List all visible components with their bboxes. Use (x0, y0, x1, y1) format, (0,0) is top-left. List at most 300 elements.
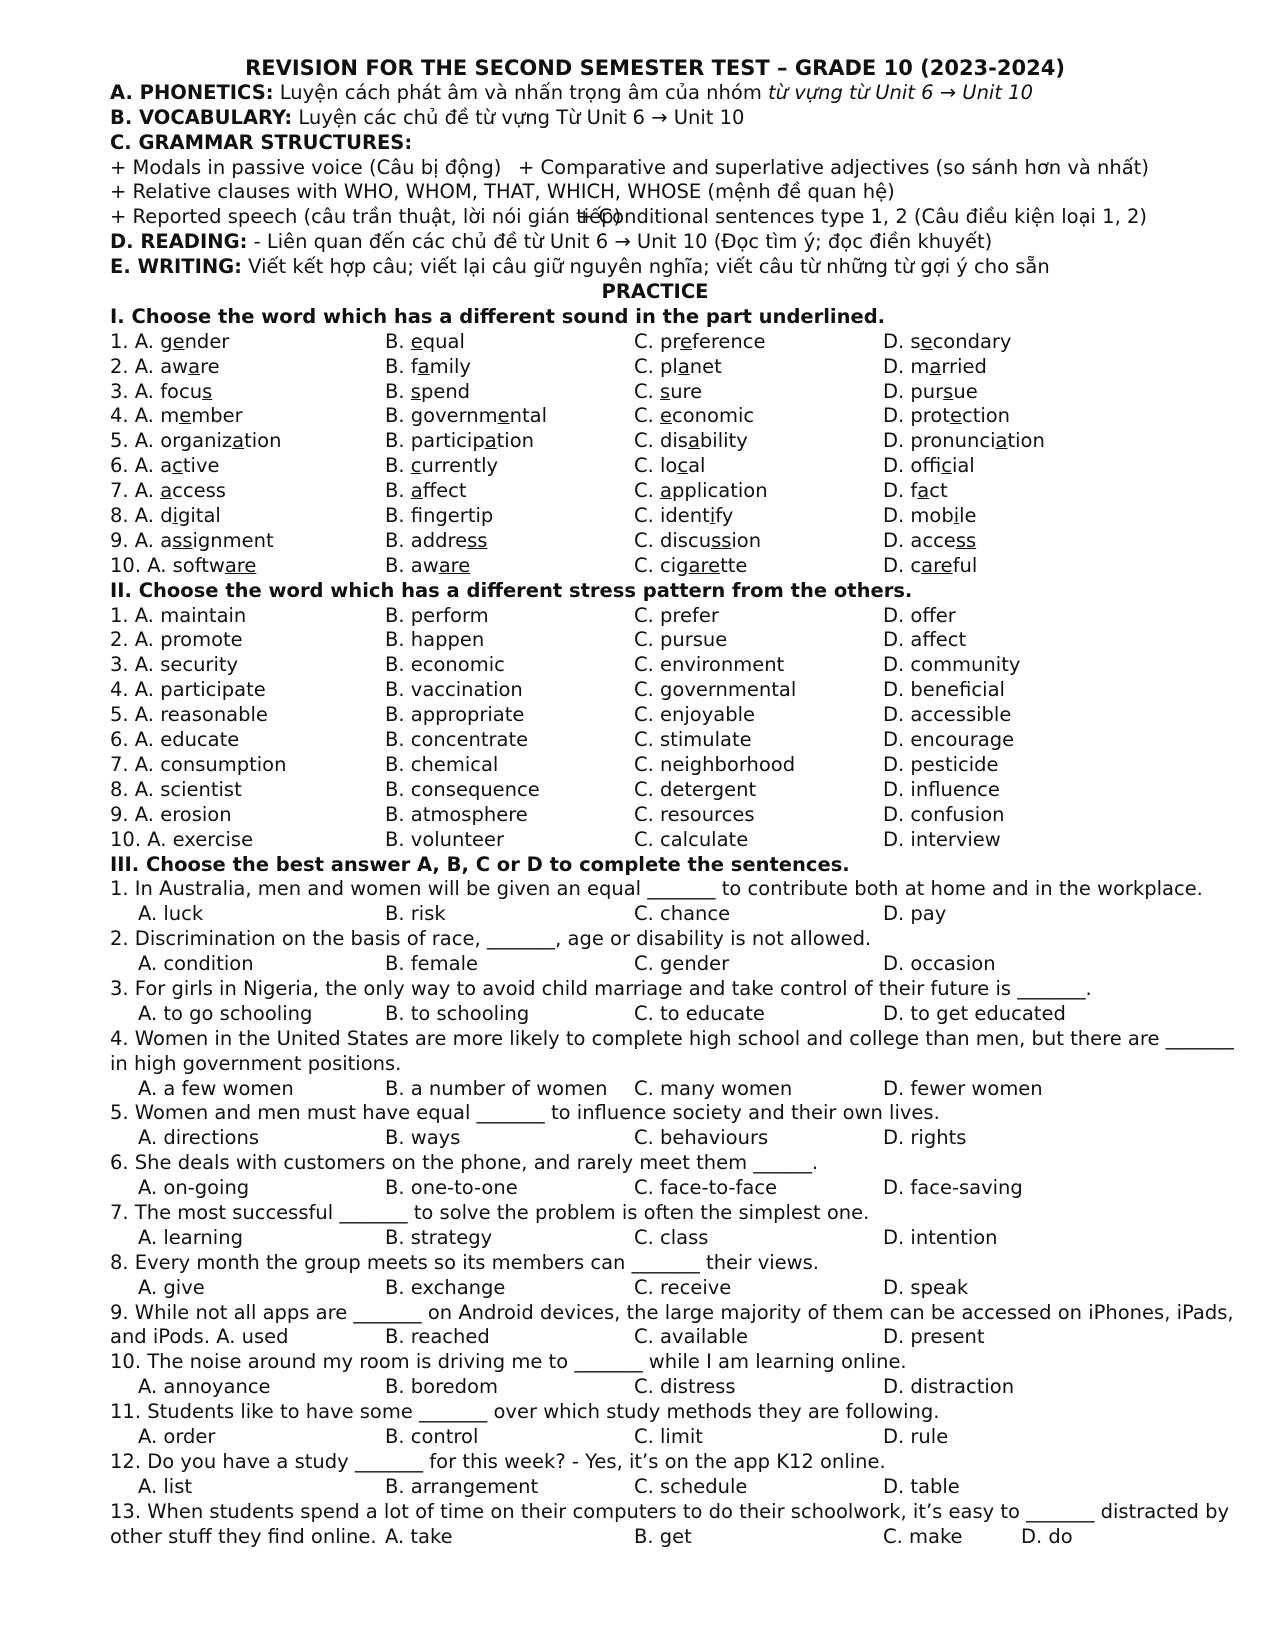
option-d: D. face-saving (883, 1176, 1023, 1200)
question-5: 5. Women and men must have equal _______ to influence society and their own lives. (110, 1101, 940, 1125)
vocabulary-line: B. VOCABULARY: Luyện các chủ đề từ vựng Từ Unit 6 → Unit 10 (110, 105, 745, 129)
word-part: B. particip (385, 429, 485, 453)
option-d (883, 404, 1010, 429)
option-a (110, 554, 256, 579)
underlined-part: are (921, 553, 953, 577)
option-a: A. order (138, 1424, 216, 1448)
section-2-rows (110, 604, 1170, 853)
option-a: 6. A. educate (110, 728, 240, 752)
question-8: 8. Every month the group meets so its members can _______ their views. (110, 1250, 819, 1274)
option-c: C. prefer (634, 603, 719, 627)
underlined-part: e (179, 404, 192, 428)
word-part: al (688, 454, 706, 478)
underlined-part: e (410, 329, 423, 353)
underlined-part: c (410, 454, 422, 478)
option-a (110, 529, 274, 554)
question-13-continued: other stuff they find online. (110, 1524, 377, 1548)
word-part: D. acce (883, 528, 956, 552)
word-part: condary (932, 329, 1012, 353)
grammar-heading: C. GRAMMAR STRUCTURES: (110, 130, 413, 154)
option-d (883, 479, 948, 504)
question-row (110, 529, 1170, 554)
option-b: B. reached (385, 1325, 490, 1349)
option-c: C. available (634, 1325, 749, 1349)
option-a (110, 330, 229, 355)
word-part: tion (1007, 429, 1045, 453)
option-d: D. interview (883, 827, 1001, 851)
option-d: D. rights (883, 1126, 967, 1150)
word-part: C. ident (634, 504, 710, 528)
option-c: C. environment (634, 653, 785, 677)
word-part: D. s (883, 329, 921, 353)
reading-line: D. READING: - Liên quan đến các chủ đề từ Unit 6 → Unit 10 (Đọc tìm ý; đọc điền khuyết) (110, 230, 993, 254)
option-a: A. condition (138, 952, 254, 976)
page-title: REVISION FOR THE SECOND SEMESTER TEST – GRADE 10 (2023-2024) (245, 56, 1065, 80)
question-row (110, 479, 1170, 504)
underlined-part: c (172, 454, 183, 478)
word-part: mber (191, 404, 243, 428)
word-part: C. cig (634, 553, 689, 577)
underlined-part: e (172, 329, 185, 353)
word-part: ial (951, 454, 975, 478)
answer-row-7 (110, 1226, 1170, 1251)
underlined-part: a (687, 429, 700, 453)
option-d: D. influence (883, 777, 1000, 801)
worksheet (110, 56, 1234, 1549)
question-12: 12. Do you have a study _______ for this week? - Yes, it’s on the app K12 online. (110, 1449, 886, 1473)
word-part: 7. A. (110, 479, 161, 503)
option-d: D. speak (883, 1275, 969, 1299)
option-d: D. present (883, 1325, 985, 1349)
question-row (110, 778, 1170, 803)
option-a (110, 380, 212, 405)
option-b: B. a number of women (385, 1076, 608, 1100)
word-part: ngertip (423, 504, 494, 528)
word-part: pplication (671, 479, 768, 503)
word-part: 6. A. a (110, 454, 173, 478)
option-c: C. enjoyable (634, 703, 755, 727)
word-part: C. discu (634, 528, 712, 552)
word-part: 2. A. aw (110, 354, 189, 378)
underlined-part: a (677, 354, 690, 378)
option-c: C. governmental (634, 678, 797, 702)
option-d: D. do (1021, 1524, 1073, 1548)
option-b (385, 355, 471, 380)
option-c: C. calculate (634, 827, 749, 851)
option-d (883, 355, 987, 380)
answer-row-2 (110, 952, 1170, 977)
underlined-part: are (688, 553, 721, 577)
underlined-part: a (160, 479, 173, 503)
word-part: 8. A. d (110, 504, 173, 528)
word-part: tte (720, 553, 748, 577)
option-b: B. get (634, 1524, 692, 1548)
underlined-part: i (953, 504, 960, 528)
option-c: C. pursue (634, 628, 728, 652)
option-c: C. stimulate (634, 728, 752, 752)
option-a (110, 429, 281, 454)
option-b (385, 404, 547, 429)
option-a: 7. A. consumption (110, 752, 287, 776)
option-b: B. volunteer (385, 827, 505, 851)
option-d (883, 330, 1011, 355)
underlined-part: ss (172, 528, 193, 552)
word-part: 1. A. g (110, 329, 173, 353)
option-c (634, 529, 761, 554)
word-part: ction (961, 404, 1011, 428)
option-d: D. distraction (883, 1375, 1015, 1399)
option-b (385, 479, 467, 504)
word-part: B. (385, 479, 411, 503)
option-b: B. control (385, 1424, 479, 1448)
question-2: 2. Discrimination on the basis of race, _______, age or disability is not allowed. (110, 927, 872, 951)
word-part: C. pl (634, 354, 678, 378)
option-d: D. affect (883, 628, 967, 652)
question-11: 11. Students like to have some _______ over which study methods they are following. (110, 1400, 940, 1424)
underlined-part: i (172, 504, 178, 528)
option-b (385, 529, 487, 554)
option-c (634, 454, 705, 479)
underlined-part: c (941, 454, 952, 478)
option-d: D. occasion (883, 952, 996, 976)
word-part: D. pronunci (883, 429, 996, 453)
option-a (110, 355, 220, 380)
option-c: C. to educate (634, 1001, 765, 1025)
word-part: B. aw (385, 553, 439, 577)
option-a: A. list (138, 1474, 193, 1498)
word-part: ful (952, 553, 978, 577)
option-d (883, 554, 977, 579)
option-a (110, 504, 221, 529)
option-c: C. distress (634, 1375, 736, 1399)
question-9-continued: and iPods. A. used (110, 1325, 289, 1349)
word-part: pend (420, 379, 471, 403)
option-c: C. schedule (634, 1474, 748, 1498)
word-part: ue (953, 379, 978, 403)
option-c: C. chance (634, 902, 731, 926)
underlined-part: a (929, 354, 942, 378)
option-d (883, 454, 975, 479)
option-a (110, 479, 226, 504)
option-c (634, 380, 702, 405)
underlined-part: a (917, 479, 930, 503)
word-part: ion (731, 528, 762, 552)
option-b: B. consequence (385, 777, 540, 801)
underlined-part: a (995, 429, 1008, 453)
option-d (883, 380, 978, 405)
answer-row-4 (110, 1077, 1170, 1102)
option-c: C. make (883, 1524, 963, 1548)
underlined-part: s (943, 379, 954, 403)
question-row (110, 678, 1170, 703)
question-3: 3. For girls in Nigeria, the only way to avoid child marriage and take control of their future is _______. (110, 976, 1092, 1000)
option-a: A. give (138, 1275, 205, 1299)
underlined-part: s (410, 379, 421, 403)
option-a: 10. A. exercise (110, 827, 254, 851)
word-part: qual (422, 329, 465, 353)
underlined-part: a (188, 354, 201, 378)
word-part: tion (496, 429, 535, 453)
word-part: ignment (192, 528, 274, 552)
word-part: le (959, 504, 977, 528)
section-2-heading: II. Choose the word which has a different stress pattern from the others. (110, 578, 913, 602)
option-a (110, 404, 243, 429)
practice-heading: PRACTICE (601, 280, 709, 304)
option-d: D. confusion (883, 802, 1005, 826)
question-row (110, 554, 1170, 579)
underlined-part: ss (467, 528, 488, 552)
underlined-part: e (679, 329, 692, 353)
option-b: B. happen (385, 628, 485, 652)
word-part: D. offi (883, 454, 942, 478)
word-part: bility (699, 429, 748, 453)
option-b: B. exchange (385, 1275, 506, 1299)
question-row (110, 429, 1170, 454)
word-part: tive (182, 454, 220, 478)
option-c (634, 554, 747, 579)
option-c: C. neighborhood (634, 752, 796, 776)
question-row (110, 330, 1170, 355)
word-part: C. dis (634, 429, 688, 453)
option-b: B. to schooling (385, 1001, 530, 1025)
question-row (110, 355, 1170, 380)
option-b (385, 454, 498, 479)
answer-row-5 (110, 1126, 1170, 1151)
word-part: re (200, 354, 220, 378)
option-c (634, 355, 722, 380)
word-part: B. f (385, 354, 418, 378)
question-row (110, 828, 1170, 853)
option-a: A. learning (138, 1225, 243, 1249)
section-3-heading: III. Choose the best answer A, B, C or D to complete the sentences. (110, 852, 850, 876)
grammar-line: + Modals in passive voice (Câu bị động) + Comparative and superlative adjectives (so sánh hơn và nhất) (110, 155, 1149, 179)
question-4-continued: in high government positions. (110, 1051, 402, 1075)
underlined-part: are (438, 553, 471, 577)
option-d: D. intention (883, 1225, 998, 1249)
option-a: A. to go schooling (138, 1001, 313, 1025)
option-b (385, 554, 470, 579)
word-part: C. (634, 404, 661, 428)
option-b: B. concentrate (385, 728, 529, 752)
underlined-part: a (484, 429, 497, 453)
word-part: B. (385, 379, 411, 403)
option-b (385, 380, 470, 405)
underlined-part: a (232, 429, 245, 453)
option-b: B. perform (385, 603, 489, 627)
option-c (634, 429, 748, 454)
option-b: B. arrangement (385, 1474, 539, 1498)
question-6: 6. She deals with customers on the phone, and rarely meet them ______. (110, 1151, 819, 1175)
question-row (110, 504, 1170, 529)
word-part: ffect (422, 479, 467, 503)
answer-row-12 (110, 1475, 1170, 1500)
underlined-part: a (410, 479, 423, 503)
word-part: tion (244, 429, 282, 453)
question-10: 10. The noise around my room is driving me to _______ while I am learning online. (110, 1350, 907, 1374)
option-b: B. economic (385, 653, 505, 677)
option-a: 9. A. erosion (110, 802, 232, 826)
option-b: B. boredom (385, 1375, 498, 1399)
option-c: C. limit (634, 1424, 703, 1448)
option-d (883, 529, 976, 554)
underlined-part: e (497, 404, 510, 428)
word-part: B. addre (385, 528, 468, 552)
word-part: C. (634, 379, 661, 403)
option-b: B. risk (385, 902, 446, 926)
word-part: ct (929, 479, 948, 503)
option-b: B. female (385, 952, 478, 976)
word-part: D. m (883, 354, 930, 378)
option-a: 5. A. reasonable (110, 703, 268, 727)
word-part: fy (715, 504, 734, 528)
section-1-heading: I. Choose the word which has a different sound in the part underlined. (110, 304, 886, 328)
option-d: D. community (883, 653, 1021, 677)
option-c (634, 479, 768, 504)
word-part: B. governm (385, 404, 498, 428)
option-c: C. class (634, 1225, 709, 1249)
underlined-part: c (677, 454, 689, 478)
phonetics-line: A. PHONETICS: Luyện cách phát âm và nhấn trọng âm của nhóm từ vựng từ Unit 6 → Unit 10 (110, 80, 1033, 104)
word-part: urrently (421, 454, 499, 478)
underlined-part: are (224, 553, 257, 577)
underlined-part: a (417, 354, 430, 378)
question-row (110, 653, 1170, 678)
underlined-part: ss (711, 528, 732, 552)
option-c: C. detergent (634, 777, 757, 801)
grammar-line: + Reported speech (câu trần thuật, lời nói gián tiếp) + Conditional sentences type 1, 2 (Câu điều kiện loại 1, 2) (110, 205, 1147, 229)
option-d: D. encourage (883, 728, 1015, 752)
option-b (385, 330, 465, 355)
underlined-part: i (709, 504, 716, 528)
answer-row-11 (110, 1425, 1170, 1450)
word-part: D. mob (883, 504, 954, 528)
question-9: 9. While not all apps are _______ on Android devices, the large majority of them can be accessed on iPhones, iPads, (110, 1300, 1234, 1324)
question-row (110, 753, 1170, 778)
option-d: D. fewer women (883, 1076, 1043, 1100)
word-part: gital (178, 504, 221, 528)
question-row (110, 703, 1170, 728)
option-d: D. pay (883, 902, 947, 926)
option-a: 8. A. scientist (110, 777, 242, 801)
word-part: 3. A. focu (110, 379, 203, 403)
question-13: 13. When students spend a lot of time on their computers to do their schoolwork, it’s easy to _______ distracted by (110, 1499, 1230, 1523)
option-b: B. atmosphere (385, 802, 528, 826)
underlined-part: a (660, 479, 672, 503)
option-c: C. gender (634, 952, 730, 976)
word-part: D. pur (883, 379, 944, 403)
option-a (110, 454, 220, 479)
option-d: D. rule (883, 1424, 949, 1448)
option-b: B. appropriate (385, 703, 525, 727)
option-c (634, 330, 766, 355)
word-part: 5. A. organiz (110, 429, 233, 453)
question-1: 1. In Australia, men and women will be given an equal _______ to contribute both at home and in the workplace. (110, 877, 1203, 901)
option-a: A. annoyance (138, 1375, 271, 1399)
word-part: ference (691, 329, 766, 353)
option-b (385, 429, 534, 454)
word-part: C. (634, 479, 661, 503)
option-b (385, 504, 493, 529)
option-a: 4. A. participate (110, 678, 266, 702)
underlined-part: ss (955, 528, 977, 552)
answer-row-1 (110, 902, 1170, 927)
word-part: D. prot (883, 404, 950, 428)
answer-row-10 (110, 1375, 1170, 1400)
word-part: nder (184, 329, 230, 353)
word-part: rried (941, 354, 987, 378)
underlined-part: e (920, 329, 933, 353)
underlined-part: e (949, 404, 962, 428)
option-c: C. face-to-face (634, 1176, 778, 1200)
question-row (110, 803, 1170, 828)
question-row (110, 454, 1170, 479)
word-part: 10. A. softw (110, 553, 225, 577)
question-7: 7. The most successful _______ to solve the problem is often the simplest one. (110, 1200, 870, 1224)
option-c (634, 404, 754, 429)
option-a: A. luck (138, 902, 204, 926)
option-c: C. resources (634, 802, 755, 826)
answer-row-9 (110, 1325, 1170, 1350)
option-a: 2. A. promote (110, 628, 243, 652)
underlined-part: s (660, 379, 671, 403)
option-b: B. vaccination (385, 678, 523, 702)
option-d: D. accessible (883, 703, 1012, 727)
question-row (110, 628, 1170, 653)
option-d: D. table (883, 1474, 960, 1498)
word-part: mily (429, 354, 471, 378)
word-part: 4. A. m (110, 404, 180, 428)
underlined-part: s (202, 379, 213, 403)
answer-row-6 (110, 1176, 1170, 1201)
word-part: ccess (172, 479, 226, 503)
writing-line: E. WRITING: Viết kết hợp câu; viết lại câu giữ nguyên nghĩa; viết câu từ những từ gợi ý cho sẵn (110, 255, 1050, 279)
option-b: B. ways (385, 1126, 461, 1150)
option-c: C. behaviours (634, 1126, 769, 1150)
option-a: A. a few women (138, 1076, 294, 1100)
word-part: D. f (883, 479, 918, 503)
option-c (634, 504, 733, 529)
question-row (110, 728, 1170, 753)
answer-row-13 (110, 1525, 1170, 1550)
word-part: B. (385, 454, 411, 478)
option-d: D. offer (883, 603, 956, 627)
option-a: A. directions (138, 1126, 260, 1150)
option-d: D. pesticide (883, 752, 999, 776)
word-part: D. c (883, 553, 922, 577)
option-b: B. chemical (385, 752, 499, 776)
word-part: C. pr (634, 329, 680, 353)
grammar-line: + Relative clauses with WHO, WHOM, THAT, WHICH, WHOSE (mệnh đề quan hệ) (110, 180, 895, 204)
option-d (883, 429, 1045, 454)
question-4: 4. Women in the United States are more likely to complete high school and college than men, but there are _______ (110, 1026, 1234, 1050)
word-part: conomic (672, 404, 755, 428)
question-row (110, 404, 1170, 429)
word-part: B. (385, 329, 411, 353)
option-d: D. beneficial (883, 678, 1005, 702)
option-d (883, 504, 977, 529)
word-part: B. f (385, 504, 424, 528)
word-part: ure (670, 379, 703, 403)
underlined-part: e (660, 404, 673, 428)
option-b: B. one-to-one (385, 1176, 518, 1200)
question-row (110, 604, 1170, 629)
option-a: 3. A. security (110, 653, 239, 677)
word-part: ntal (509, 404, 548, 428)
answer-row-3 (110, 1002, 1170, 1027)
option-a: A. take (385, 1524, 453, 1548)
option-c: C. many women (634, 1076, 793, 1100)
option-a: A. on-going (138, 1176, 250, 1200)
